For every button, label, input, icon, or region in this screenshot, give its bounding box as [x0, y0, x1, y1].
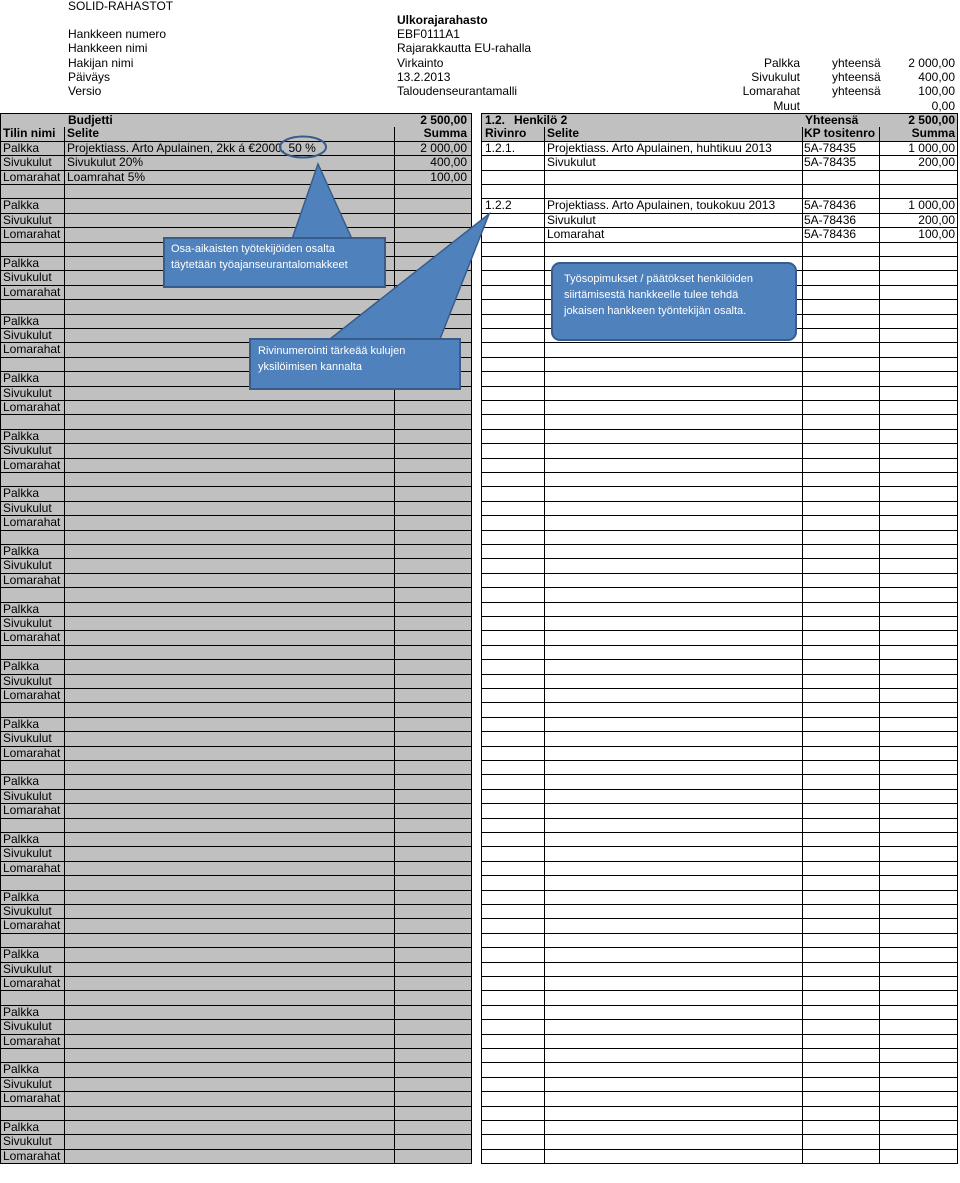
account-cell: Palkka: [0, 1006, 65, 1020]
budget-description-cell: Sivukulut 20%: [65, 156, 395, 170]
column-header-budget-description: Selite: [65, 127, 395, 141]
entry-sum-cell: 1 000,00: [880, 142, 958, 156]
account-cell: Sivukulut: [0, 271, 65, 285]
account-cell: Lomarahat: [0, 919, 65, 933]
organization-name: SOLID-RAHASTOT: [68, 0, 174, 13]
callout-row-numbering: [249, 338, 461, 390]
field-label-date: Päiväys: [68, 70, 111, 84]
field-value-project-number: EBF0111A1: [397, 27, 460, 41]
voucher-number-cell: 5A-78436: [803, 199, 880, 213]
account-cell: Sivukulut: [0, 963, 65, 977]
voucher-number-cell: 5A-78436: [803, 228, 880, 242]
highlight-ellipse: [280, 137, 326, 158]
field-value-applicant: Virkainto: [397, 56, 444, 70]
account-cell: Lomarahat: [0, 459, 65, 473]
budget-description-cell: Projektiass. Arto Apulainen, 2kk á €2000, 50 %: [65, 142, 395, 156]
account-cell: Sivukulut: [0, 1078, 65, 1092]
account-cell: Sivukulut: [0, 214, 65, 228]
account-cell: Sivukulut: [0, 559, 65, 573]
voucher-number-cell: 5A-78436: [803, 214, 880, 228]
account-cell: Sivukulut: [0, 790, 65, 804]
account-cell: Lomarahat: [0, 343, 65, 357]
account-cell: Palkka: [0, 948, 65, 962]
total-value-salary: 2 000,00: [908, 56, 955, 70]
person-code: 1.2.: [485, 113, 506, 127]
person-total-label: Yhteensä: [805, 113, 859, 127]
account-cell: Palkka: [0, 775, 65, 789]
callout-text-line: Työsopimukset / päätökset henkilöiden: [564, 273, 753, 285]
callout-pointer-part-time: [292, 164, 352, 239]
field-value-version: Taloudenseurantamalli: [397, 84, 518, 98]
account-cell: Sivukulut: [0, 156, 65, 170]
account-cell: Lomarahat: [0, 631, 65, 645]
account-cell: Lomarahat: [0, 1150, 65, 1164]
account-cell: Palkka: [0, 430, 65, 444]
account-cell: Lomarahat: [0, 1092, 65, 1106]
field-value-project-name: Rajarakkautta EU-rahalla: [397, 41, 532, 55]
row-number-cell: 1.2.1.: [481, 142, 545, 156]
total-value-other: 0,00: [931, 99, 955, 113]
total-label-other: Muut: [773, 99, 800, 113]
budget-total: 2 500,00: [420, 113, 467, 127]
field-label-project-number: Hankkeen numero: [68, 27, 167, 41]
account-cell: Sivukulut: [0, 847, 65, 861]
account-cell: Lomarahat: [0, 516, 65, 530]
person-total: 2 500,00: [908, 113, 955, 127]
account-cell: Palkka: [0, 833, 65, 847]
fund-name: Ulkorajarahasto: [397, 13, 488, 27]
total-value-holiday-pay: 100,00: [918, 84, 955, 98]
field-label-applicant: Hakijan nimi: [68, 56, 134, 70]
callout-employment-contracts: [551, 262, 797, 341]
column-header-voucher-number: KP tositenro: [803, 127, 880, 141]
entry-description-cell: Sivukulut: [545, 156, 803, 170]
field-label-version: Versio: [68, 84, 102, 98]
entry-description-cell: Projektiass. Arto Apulainen, huhtikuu 2013: [545, 142, 803, 156]
callout-text-line: siirtämisestä hankkeelle tulee tehdä: [564, 289, 739, 301]
account-cell: Lomarahat: [0, 228, 65, 242]
person-name: Henkilö 2: [514, 113, 568, 127]
account-cell: Palkka: [0, 257, 65, 271]
budget-sum-cell: 400,00: [395, 156, 472, 170]
budget-sum-cell: 100,00: [395, 171, 472, 185]
account-cell: Lomarahat: [0, 286, 65, 300]
total-word: yhteensä: [832, 70, 881, 84]
account-cell: Sivukulut: [0, 617, 65, 631]
entry-description-cell: Sivukulut: [545, 214, 803, 228]
account-cell: Lomarahat: [0, 862, 65, 876]
account-cell: Sivukulut: [0, 675, 65, 689]
callout-text-line: jokaisen hankkeen työntekijän osalta.: [564, 305, 747, 317]
entry-description-cell: Projektiass. Arto Apulainen, toukokuu 2013: [545, 199, 803, 213]
account-cell: Sivukulut: [0, 502, 65, 516]
account-cell: Lomarahat: [0, 171, 65, 185]
callout-part-time-timesheets: [163, 237, 386, 288]
account-cell: Lomarahat: [0, 804, 65, 818]
account-cell: Sivukulut: [0, 387, 65, 401]
account-cell: Palkka: [0, 603, 65, 617]
account-cell: Palkka: [0, 1121, 65, 1135]
account-cell: Lomarahat: [0, 574, 65, 588]
account-cell: Palkka: [0, 891, 65, 905]
column-header-entry-description: Selite: [545, 127, 803, 141]
column-header-entry-sum: Summa: [880, 127, 958, 141]
column-header-row-number: Rivinro: [481, 127, 545, 141]
account-cell: Sivukulut: [0, 329, 65, 343]
entry-sum-cell: 200,00: [880, 214, 958, 228]
callout-text-line: täytetään työajanseurantalomakkeet: [171, 259, 348, 271]
account-cell: Lomarahat: [0, 1035, 65, 1049]
total-label-side-costs: Sivukulut: [751, 70, 800, 84]
callout-text-line: yksilöimisen kannalta: [258, 361, 362, 373]
account-cell: Palkka: [0, 372, 65, 386]
entry-description-cell: Lomarahat: [545, 228, 803, 242]
total-label-holiday-pay: Lomarahat: [742, 84, 800, 98]
account-cell: Palkka: [0, 142, 65, 156]
account-cell: Sivukulut: [0, 905, 65, 919]
account-cell: Palkka: [0, 718, 65, 732]
entry-sum-cell: 200,00: [880, 156, 958, 170]
account-cell: Lomarahat: [0, 977, 65, 991]
account-cell: Palkka: [0, 545, 65, 559]
column-header-budget-sum: Summa: [395, 127, 472, 141]
account-cell: Palkka: [0, 315, 65, 329]
entry-sum-cell: 100,00: [880, 228, 958, 242]
entry-sum-cell: 1 000,00: [880, 199, 958, 213]
budget-title: Budjetti: [68, 113, 113, 127]
row-number-cell: 1.2.2: [481, 199, 545, 213]
column-header-account: Tilin nimi: [0, 127, 65, 141]
total-label-salary: Palkka: [763, 56, 800, 70]
field-label-project-name: Hankkeen nimi: [68, 41, 148, 55]
total-word: yhteensä: [832, 84, 881, 98]
callout-text-line: Osa-aikaisten työtekijöiden osalta: [171, 243, 335, 255]
account-cell: Lomarahat: [0, 747, 65, 761]
voucher-number-cell: 5A-78435: [803, 142, 880, 156]
budget-description-cell: Loamrahat 5%: [65, 171, 395, 185]
account-cell: Sivukulut: [0, 1135, 65, 1149]
total-word: yhteensä: [832, 56, 881, 70]
account-cell: Palkka: [0, 1063, 65, 1077]
account-cell: Sivukulut: [0, 444, 65, 458]
account-cell: Lomarahat: [0, 401, 65, 415]
total-value-side-costs: 400,00: [918, 70, 955, 84]
account-cell: Palkka: [0, 199, 65, 213]
account-cell: Sivukulut: [0, 732, 65, 746]
account-cell: Palkka: [0, 487, 65, 501]
voucher-number-cell: 5A-78435: [803, 156, 880, 170]
account-cell: Palkka: [0, 660, 65, 674]
field-value-date: 13.2.2013: [397, 70, 451, 84]
account-cell: Lomarahat: [0, 689, 65, 703]
budget-sum-cell: 2 000,00: [395, 142, 472, 156]
account-cell: Sivukulut: [0, 1020, 65, 1034]
callout-text-line: Rivinumerointi tärkeää kulujen: [258, 345, 406, 357]
